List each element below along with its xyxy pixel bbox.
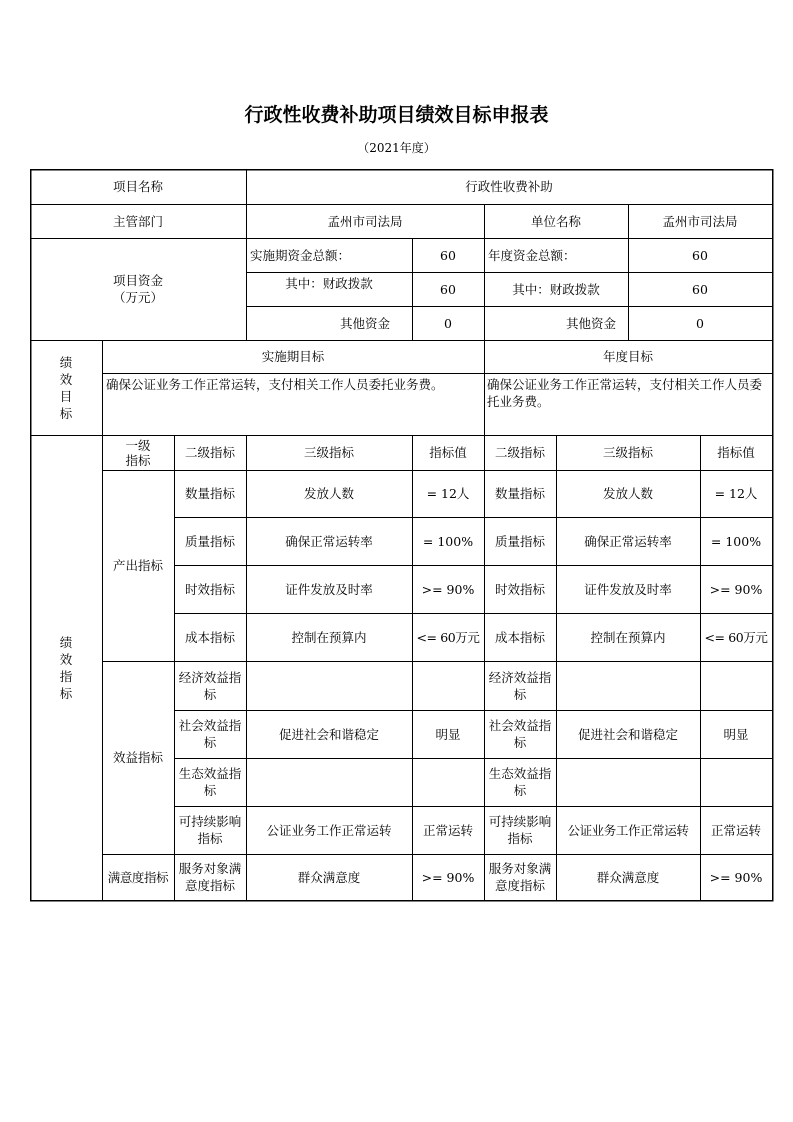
row7-value-year: 正常运转 xyxy=(710,822,761,838)
row1-value: = 100% xyxy=(422,533,474,549)
row8-level3: 群众满意度 xyxy=(297,869,361,885)
row0-value: = 12人 xyxy=(426,486,470,501)
period-other-label: 其他资金 xyxy=(339,315,390,331)
row5-level3-year: 促进社会和谐稳定 xyxy=(577,726,678,742)
row0-level2: 数量指标 xyxy=(184,486,235,501)
row5-value-year: 明显 xyxy=(723,726,749,742)
page-subtitle: （2021年度） xyxy=(357,141,436,155)
row4-value xyxy=(412,661,484,710)
row6-value xyxy=(412,758,484,806)
row8-level3-year: 群众满意度 xyxy=(596,869,660,885)
row4-level2: 经济效益指 标 xyxy=(178,669,242,702)
row0-level3: 发放人数 xyxy=(303,486,354,501)
indicators-side-label: 绩 效 指 标 xyxy=(59,634,73,701)
row3-level3: 控制在预算内 xyxy=(291,629,367,645)
year-total-value: 60 xyxy=(692,247,708,263)
row3-level2-year: 成本指标 xyxy=(494,629,545,645)
header-value: 指标值 xyxy=(429,445,467,460)
row5-level3: 促进社会和谐稳定 xyxy=(278,726,379,742)
row4-level3-year xyxy=(556,661,700,710)
year-other-label: 其他资金 xyxy=(565,315,616,331)
period-fiscal-label: 其中：财政拨款 xyxy=(285,276,373,291)
period-total-value: 60 xyxy=(440,247,456,263)
row5-level2: 社会效益指 标 xyxy=(178,718,242,750)
satisfaction-indicator-label: 满意度指标 xyxy=(107,869,169,885)
row2-level2: 时效指标 xyxy=(184,581,235,597)
row7-level3-year: 公证业务工作正常运转 xyxy=(567,822,689,838)
header-level1: 一级 指标 xyxy=(125,437,151,468)
row1-level3: 确保正常运转率 xyxy=(285,533,373,549)
benefit-indicator-label: 效益指标 xyxy=(112,750,163,765)
row7-level2: 可持续影响 指标 xyxy=(178,814,242,846)
output-indicator-label: 产出指标 xyxy=(112,558,163,573)
header-level3-year: 三级指标 xyxy=(602,445,653,460)
year-goal-text: 确保公证业务工作正常运转，支付相关工作人员委托业务费。 xyxy=(487,377,763,409)
row6-level2-year: 生态效益指 标 xyxy=(488,766,552,798)
row7-value: 正常运转 xyxy=(422,822,473,838)
row4-value-year xyxy=(700,661,772,710)
project-name-value: 行政性收费补助 xyxy=(465,179,553,194)
year-fiscal-label: 其中：财政拨款 xyxy=(512,281,600,297)
row1-level3-year: 确保正常运转率 xyxy=(584,533,672,549)
row2-level3: 证件发放及时率 xyxy=(285,581,373,597)
row8-level2: 服务对象满 意度指标 xyxy=(178,861,242,893)
header-value-year: 指标值 xyxy=(717,445,755,460)
row6-value-year xyxy=(700,758,772,806)
row1-level2: 质量指标 xyxy=(184,533,235,549)
unit-value: 孟州市司法局 xyxy=(662,213,738,229)
row5-value: 明显 xyxy=(435,726,461,742)
row5-level2-year: 社会效益指 标 xyxy=(488,718,552,750)
project-name-label: 项目名称 xyxy=(112,179,163,194)
row8-level2-year: 服务对象满 意度指标 xyxy=(488,861,552,893)
funds-label-line1: 项目资金 xyxy=(112,273,163,288)
period-goal-text: 确保公证业务工作正常运转，支付相关工作人员委托业务费。 xyxy=(106,377,444,392)
dept-value: 孟州市司法局 xyxy=(327,213,403,229)
row8-value: >= 90% xyxy=(421,869,475,885)
header-level2: 二级指标 xyxy=(184,445,235,460)
header-level3: 三级指标 xyxy=(303,445,354,460)
header-level2-year: 二级指标 xyxy=(494,445,545,460)
page-title: 行政性收费补助项目绩效目标申报表 xyxy=(244,104,549,126)
goals-side-label: 绩 效 目 标 xyxy=(59,354,73,421)
row3-level3-year: 控制在预算内 xyxy=(590,629,666,645)
funds-label-line2: （万元） xyxy=(112,290,163,305)
row6-level2: 生态效益指 标 xyxy=(178,766,242,798)
row7-level3: 公证业务工作正常运转 xyxy=(266,822,392,838)
period-goal-header: 实施期目标 xyxy=(261,349,325,364)
row0-level2-year: 数量指标 xyxy=(494,486,545,501)
year-other-value: 0 xyxy=(696,315,704,331)
row0-level3-year: 发放人数 xyxy=(602,486,653,501)
year-fiscal-value: 60 xyxy=(692,281,708,297)
row2-value: >= 90% xyxy=(421,581,475,597)
period-fiscal-value: 60 xyxy=(440,281,456,297)
row8-value-year: >= 90% xyxy=(709,869,763,885)
period-other-value: 0 xyxy=(444,315,452,331)
row2-level3-year: 证件发放及时率 xyxy=(584,581,672,597)
row3-value-year: <= 60万元 xyxy=(704,629,768,645)
row6-level3 xyxy=(246,758,412,806)
row0-value-year: = 12人 xyxy=(714,486,758,501)
year-goal-header: 年度目标 xyxy=(602,349,653,364)
row2-value-year: >= 90% xyxy=(709,581,763,597)
year-total-label: 年度资金总额： xyxy=(488,247,576,263)
row3-level2: 成本指标 xyxy=(184,629,235,645)
row3-value: <= 60万元 xyxy=(416,629,480,645)
period-total-label: 实施期资金总额： xyxy=(250,247,351,263)
row2-level2-year: 时效指标 xyxy=(494,581,545,597)
funds-label xyxy=(30,238,246,340)
unit-label: 单位名称 xyxy=(530,213,581,229)
row6-level3-year xyxy=(556,758,700,806)
row1-value-year: = 100% xyxy=(710,533,762,549)
row4-level3 xyxy=(246,661,412,710)
row4-level2-year: 经济效益指 标 xyxy=(488,669,552,702)
dept-label: 主管部门 xyxy=(112,213,163,229)
row1-level2-year: 质量指标 xyxy=(494,533,545,549)
row7-level2-year: 可持续影响 指标 xyxy=(488,814,552,846)
